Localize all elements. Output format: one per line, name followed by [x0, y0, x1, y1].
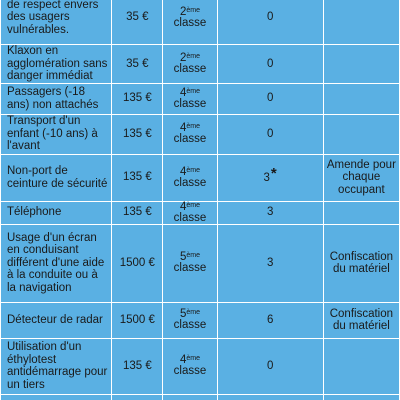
fine-amount: 135 € [112, 114, 163, 154]
points-lost: 0 [217, 83, 323, 114]
fine-amount: 35 € [112, 45, 163, 84]
fine-class: 5ème classe [163, 224, 217, 302]
table-row [1, 201, 400, 224]
table-row [1, 83, 400, 114]
offense-label: Passagers (-18 ans) non attachés [1, 83, 112, 114]
points-lost: 0 [217, 0, 323, 45]
note [323, 45, 399, 84]
fine-class: 4ème classe [163, 154, 217, 201]
offense-label: de respect envers des usagers vulnérables. [1, 0, 112, 45]
points-lost: 3* [217, 154, 323, 201]
note: Confiscation du matériel [323, 224, 399, 302]
note [323, 0, 399, 45]
points-lost: 6 [217, 302, 323, 338]
table-row [1, 302, 400, 338]
offense-label: Transport d'un enfant (-10 ans) à l'avant [1, 114, 112, 154]
offense-label: Klaxon en agglomération sans danger immédiat [1, 45, 112, 84]
fine-amount: 135 € [112, 154, 163, 201]
fine-class: 4ème classe [163, 201, 217, 224]
offense-label: Non-port de ceinture de sécurité [1, 154, 112, 201]
table-row [1, 224, 400, 302]
fine-amount: 135 € [112, 338, 163, 394]
points-lost: 0 [217, 114, 323, 154]
note [323, 201, 399, 224]
asterisk-mark: * [270, 164, 277, 182]
points-lost: 0 [217, 45, 323, 84]
table-row [1, 114, 400, 154]
note: Confiscation du matériel [323, 302, 399, 338]
fine-amount: 1500 € [112, 302, 163, 338]
points-lost: 3 [217, 224, 323, 302]
table-row [1, 338, 400, 394]
table-row [1, 154, 400, 201]
fine-amount: 35 € [112, 0, 163, 45]
fine-class: 4ème classe [163, 114, 217, 154]
offense-label: Détecteur de radar [1, 302, 112, 338]
fine-class: 5ème classe [163, 302, 217, 338]
fine-amount: 135 € [112, 83, 163, 114]
points-lost: 0 [217, 338, 323, 394]
table-row-partial [1, 394, 400, 400]
fine-class: 2ème classe [163, 45, 217, 84]
table-row [1, 45, 400, 84]
fine-class: 4ème classe [163, 83, 217, 114]
fine-amount: 1500 € [112, 224, 163, 302]
offense-label: Téléphone [1, 201, 112, 224]
fine-class: 4ème classe [163, 338, 217, 394]
note: Amende pour chaque occupant [323, 154, 399, 201]
points-lost: 3 [217, 201, 323, 224]
fine-amount: 135 € [112, 201, 163, 224]
table-row [1, 0, 400, 45]
note [323, 338, 399, 394]
offense-label: Utilisation d'un éthylotest antidémarrage pour un tiers [1, 338, 112, 394]
note [323, 114, 399, 154]
note [323, 83, 399, 114]
fine-class: 2ème classe [163, 0, 217, 45]
offense-label: Usage d'un écran en conduisant différent d'une aide à la conduite ou à la navigation [1, 224, 112, 302]
